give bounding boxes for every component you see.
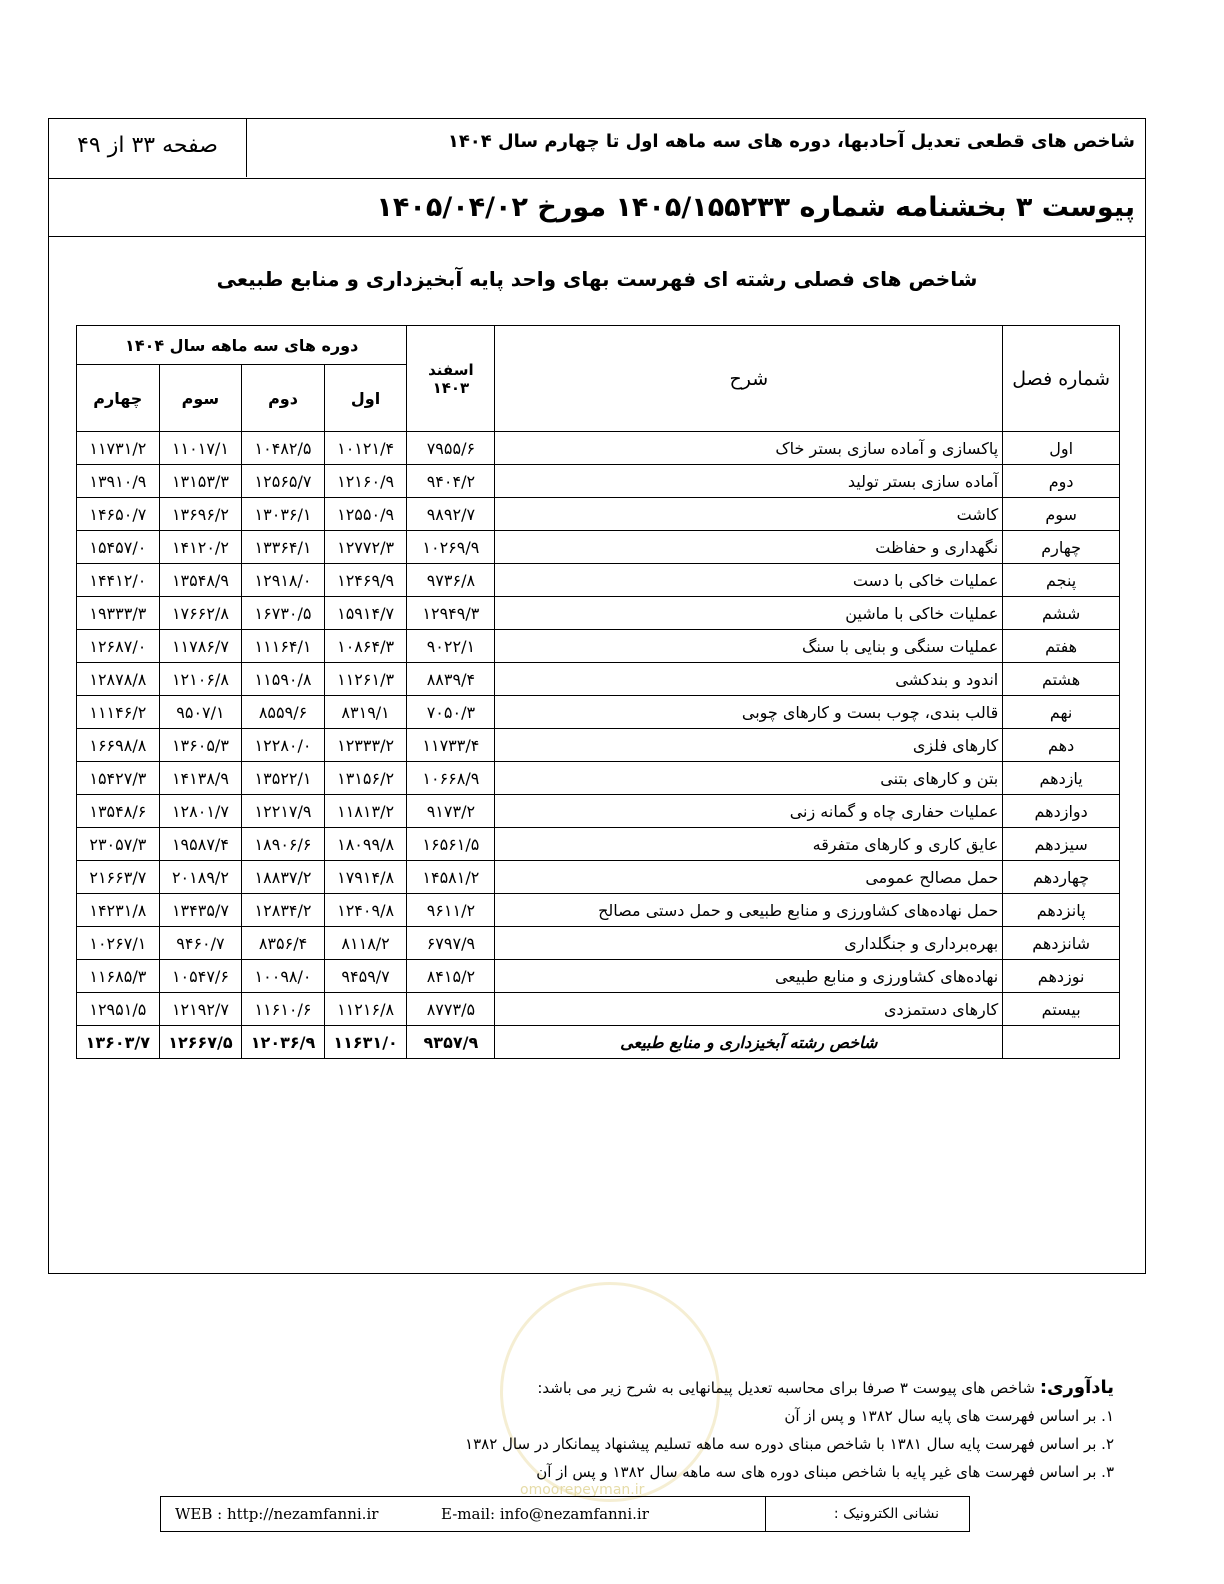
description-cell: کارهای فلزی: [495, 729, 1003, 762]
col-desc-header: شرح: [495, 326, 1003, 432]
esfand-value-cell: ۹۱۷۳/۲: [407, 795, 495, 828]
total-description-cell: شاخص رشته آبخیزداری و منابع طبیعی: [495, 1026, 1003, 1059]
chapter-cell: سوم: [1003, 498, 1120, 531]
quarter-value-cell: ۱۲۸۰۱/۷: [159, 795, 242, 828]
quarter-value-cell: ۱۰۸۶۴/۳: [324, 630, 407, 663]
chapter-cell: چهاردهم: [1003, 861, 1120, 894]
quarter-value-cell: ۱۷۹۱۴/۸: [324, 861, 407, 894]
quarter-value-cell: ۱۱۰۱۷/۱: [159, 432, 242, 465]
chapter-cell: هفتم: [1003, 630, 1120, 663]
description-cell: عملیات سنگی و بنایی با سنگ: [495, 630, 1003, 663]
quarter-value-cell: ۱۰۰۹۸/۰: [242, 960, 325, 993]
quarter-value-cell: ۱۱۶۱۰/۶: [242, 993, 325, 1026]
quarter-value-cell: ۱۱۶۸۵/۳: [77, 960, 160, 993]
quarter-value-cell: ۱۳۴۳۵/۷: [159, 894, 242, 927]
quarter-value-cell: ۱۴۲۳۱/۸: [77, 894, 160, 927]
quarter-value-cell: ۱۳۹۱۰/۹: [77, 465, 160, 498]
quarter-value-cell: ۱۵۴۲۷/۳: [77, 762, 160, 795]
quarter-value-cell: ۱۵۹۱۴/۷: [324, 597, 407, 630]
esfand-value-cell: ۱۴۵۸۱/۲: [407, 861, 495, 894]
quarter-value-cell: ۸۵۵۹/۶: [242, 696, 325, 729]
total-quarter-cell: ۱۲۶۶۷/۵: [159, 1026, 242, 1059]
quarter-value-cell: ۱۶۶۹۸/۸: [77, 729, 160, 762]
footer-address-label: نشانی الکترونیک :: [765, 1497, 969, 1531]
quarter-header: سوم: [159, 365, 242, 432]
quarter-value-cell: ۱۴۱۳۸/۹: [159, 762, 242, 795]
watermark-text: omoorepeyman.ir: [520, 1482, 645, 1498]
quarter-value-cell: ۱۱۸۱۳/۲: [324, 795, 407, 828]
esfand-value-cell: ۹۷۳۶/۸: [407, 564, 495, 597]
col-esfand-header: اسفند ۱۴۰۳: [407, 326, 495, 432]
esfand-value-cell: ۱۰۶۶۸/۹: [407, 762, 495, 795]
table-row: [77, 894, 1120, 927]
esfand-value-cell: ۱۶۵۶۱/۵: [407, 828, 495, 861]
description-cell: پاکسازی و آماده سازی بستر خاک: [495, 432, 1003, 465]
quarter-value-cell: ۱۲۴۰۹/۸: [324, 894, 407, 927]
quarter-value-cell: ۱۲۹۱۸/۰: [242, 564, 325, 597]
description-cell: عملیات خاکی با ماشین: [495, 597, 1003, 630]
esfand-value-cell: ۸۸۳۹/۴: [407, 663, 495, 696]
chapter-cell: شانزدهم: [1003, 927, 1120, 960]
total-esfand-cell: ۹۳۵۷/۹: [407, 1026, 495, 1059]
table-row: [77, 828, 1120, 861]
table-row: [77, 630, 1120, 663]
circular-row: [49, 179, 1145, 237]
quarter-value-cell: ۸۱۱۸/۲: [324, 927, 407, 960]
quarter-value-cell: ۱۳۵۴۸/۶: [77, 795, 160, 828]
quarter-value-cell: ۱۶۷۳۰/۵: [242, 597, 325, 630]
quarter-header: اول: [324, 365, 407, 432]
quarter-value-cell: ۱۲۷۷۲/۳: [324, 531, 407, 564]
note-item: ۳. بر اساس فهرست های غیر پایه با شاخص مبنای دوره های سه ماهه سال ۱۳۸۲ و پس از آن: [536, 1463, 1114, 1481]
chapter-cell: ششم: [1003, 597, 1120, 630]
notes: [214, 1374, 1114, 1486]
esfand-value-cell: ۶۷۹۷/۹: [407, 927, 495, 960]
chapter-cell: دوازدهم: [1003, 795, 1120, 828]
quarter-value-cell: ۱۲۵۵۰/۹: [324, 498, 407, 531]
table-row: [77, 993, 1120, 1026]
total-quarter-cell: ۱۲۰۳۶/۹: [242, 1026, 325, 1059]
chapter-cell: نهم: [1003, 696, 1120, 729]
chapter-cell: پانزدهم: [1003, 894, 1120, 927]
quarter-value-cell: ۱۳۱۵۳/۳: [159, 465, 242, 498]
section-title: شاخص های فصلی رشته ای فهرست بهای واحد پایه آبخیزداری و منابع طبیعی: [216, 267, 978, 291]
quarter-value-cell: ۱۴۶۵۰/۷: [77, 498, 160, 531]
circular-title: پیوست ۳ بخشنامه شماره ۱۴۰۵/۱۵۵۲۳۳ مورخ ۱۴۰۵/۰۴/۰۲: [376, 192, 1135, 223]
quarter-value-cell: ۱۱۱۶۴/۱: [242, 630, 325, 663]
quarter-value-cell: ۲۱۶۶۳/۷: [77, 861, 160, 894]
note-item: ۱. بر اساس فهرست های پایه سال ۱۳۸۲ و پس از آن: [784, 1407, 1114, 1425]
chapter-cell: چهارم: [1003, 531, 1120, 564]
esfand-value-cell: ۱۱۷۳۳/۴: [407, 729, 495, 762]
table-row: [77, 960, 1120, 993]
quarter-value-cell: ۱۲۹۵۱/۵: [77, 993, 160, 1026]
quarter-value-cell: ۱۹۵۸۷/۴: [159, 828, 242, 861]
quarter-value-cell: ۱۲۸۷۸/۸: [77, 663, 160, 696]
quarter-value-cell: ۱۲۱۹۲/۷: [159, 993, 242, 1026]
quarter-value-cell: ۱۲۴۶۹/۹: [324, 564, 407, 597]
quarter-value-cell: ۱۰۱۲۱/۴: [324, 432, 407, 465]
esfand-value-cell: ۱۲۹۴۹/۳: [407, 597, 495, 630]
table-row: [77, 927, 1120, 960]
quarter-value-cell: ۱۹۳۳۳/۳: [77, 597, 160, 630]
notes-heading: یادآوری:: [1039, 1377, 1114, 1398]
quarter-value-cell: ۱۳۱۵۶/۲: [324, 762, 407, 795]
quarter-header: چهارم: [77, 365, 160, 432]
table-row: [77, 498, 1120, 531]
table-body: [77, 432, 1120, 1059]
footer-web-link[interactable]: WEB : http://nezamfanni.ir: [175, 1505, 379, 1523]
quarter-value-cell: ۱۱۲۶۱/۳: [324, 663, 407, 696]
total-chapter-cell: [1003, 1026, 1120, 1059]
table-row: [77, 861, 1120, 894]
chapter-cell: سیزدهم: [1003, 828, 1120, 861]
quarter-value-cell: ۱۳۶۰۵/۳: [159, 729, 242, 762]
quarter-value-cell: ۱۰۵۴۷/۶: [159, 960, 242, 993]
description-cell: عایق کاری و کارهای متفرقه: [495, 828, 1003, 861]
header-row: [49, 119, 1145, 179]
quarter-value-cell: ۲۳۰۵۷/۳: [77, 828, 160, 861]
esfand-value-cell: ۸۷۷۳/۵: [407, 993, 495, 1026]
table-row: [77, 696, 1120, 729]
table-row: [77, 663, 1120, 696]
quarter-value-cell: ۱۵۴۵۷/۰: [77, 531, 160, 564]
quarter-value-cell: ۹۵۰۷/۱: [159, 696, 242, 729]
quarter-group-header: دوره های سه ماهه سال ۱۴۰۴: [77, 326, 407, 365]
description-cell: قالب بندی، چوب بست و کارهای چوبی: [495, 696, 1003, 729]
chapter-cell: هشتم: [1003, 663, 1120, 696]
esfand-value-cell: ۹۴۰۴/۲: [407, 465, 495, 498]
quarter-value-cell: ۱۰۴۸۲/۵: [242, 432, 325, 465]
note-item: ۲. بر اساس فهرست پایه سال ۱۳۸۱ با شاخص مبنای دوره سه ماهه تسلیم پیشنهاد پیمانکار در سال ۱۳۸۲: [465, 1435, 1114, 1453]
description-cell: آماده سازی بستر تولید: [495, 465, 1003, 498]
total-quarter-cell: ۱۱۶۳۱/۰: [324, 1026, 407, 1059]
document-title: شاخص های قطعی تعدیل آحادبها، دوره های سه ماهه اول تا چهارم سال ۱۴۰۴: [447, 131, 1135, 152]
quarter-value-cell: ۱۳۰۳۶/۱: [242, 498, 325, 531]
quarter-value-cell: ۲۰۱۸۹/۲: [159, 861, 242, 894]
esfand-value-cell: ۱۰۲۶۹/۹: [407, 531, 495, 564]
description-cell: بهره‌برداری و جنگلداری: [495, 927, 1003, 960]
quarter-value-cell: ۱۷۶۶۲/۸: [159, 597, 242, 630]
quarter-value-cell: ۸۳۱۹/۱: [324, 696, 407, 729]
quarter-value-cell: ۱۲۱۰۶/۸: [159, 663, 242, 696]
description-cell: نگهداری و حفاظت: [495, 531, 1003, 564]
quarter-value-cell: ۱۸۰۹۹/۸: [324, 828, 407, 861]
chapter-cell: نوزدهم: [1003, 960, 1120, 993]
quarter-value-cell: ۱۱۷۸۶/۷: [159, 630, 242, 663]
description-cell: عملیات خاکی با دست: [495, 564, 1003, 597]
quarter-value-cell: ۱۳۵۲۲/۱: [242, 762, 325, 795]
table-row: [77, 762, 1120, 795]
quarter-value-cell: ۱۲۱۶۰/۹: [324, 465, 407, 498]
chapter-cell: دهم: [1003, 729, 1120, 762]
table-row: [77, 729, 1120, 762]
esfand-value-cell: ۹۶۱۱/۲: [407, 894, 495, 927]
chapter-cell: پنجم: [1003, 564, 1120, 597]
description-cell: کارهای دستمزدی: [495, 993, 1003, 1026]
page-number: صفحه ۳۳ از ۴۹: [49, 119, 247, 177]
quarter-value-cell: ۱۲۲۸۰/۰: [242, 729, 325, 762]
footer-email-link[interactable]: E-mail: info@nezamfanni.ir: [441, 1505, 649, 1523]
quarter-value-cell: ۱۴۱۲۰/۲: [159, 531, 242, 564]
notes-intro: شاخص های پیوست ۳ صرفا برای محاسبه تعدیل پیمانهایی به شرح زیر می باشد:: [537, 1379, 1036, 1397]
table-row: [77, 564, 1120, 597]
quarter-value-cell: ۱۴۴۱۲/۰: [77, 564, 160, 597]
description-cell: کاشت: [495, 498, 1003, 531]
esfand-value-cell: ۷۰۵۰/۳: [407, 696, 495, 729]
esfand-value-cell: ۸۴۱۵/۲: [407, 960, 495, 993]
quarter-value-cell: ۱۱۱۴۶/۲: [77, 696, 160, 729]
quarter-value-cell: ۱۸۹۰۶/۶: [242, 828, 325, 861]
quarter-value-cell: ۱۲۲۱۷/۹: [242, 795, 325, 828]
total-row: [77, 1026, 1120, 1059]
page-frame: [48, 118, 1146, 1274]
footer: [160, 1496, 970, 1532]
description-cell: حمل نهاده‌های کشاورزی و منابع طبیعی و حمل دستی مصالح: [495, 894, 1003, 927]
description-cell: نهاده‌های کشاورزی و منابع طبیعی: [495, 960, 1003, 993]
table-row: [77, 531, 1120, 564]
quarter-value-cell: ۸۳۵۶/۴: [242, 927, 325, 960]
description-cell: اندود و بندکشی: [495, 663, 1003, 696]
index-table: [76, 325, 1120, 1059]
table-row: [77, 465, 1120, 498]
quarter-value-cell: ۱۲۳۳۳/۲: [324, 729, 407, 762]
quarter-value-cell: ۹۴۵۹/۷: [324, 960, 407, 993]
quarter-value-cell: ۱۰۲۶۷/۱: [77, 927, 160, 960]
quarter-value-cell: ۱۲۵۶۵/۷: [242, 465, 325, 498]
quarter-value-cell: ۱۸۸۳۷/۲: [242, 861, 325, 894]
description-cell: عملیات حفاری چاه و گمانه زنی: [495, 795, 1003, 828]
chapter-cell: یازدهم: [1003, 762, 1120, 795]
table-row: [77, 432, 1120, 465]
esfand-value-cell: ۹۰۲۲/۱: [407, 630, 495, 663]
esfand-value-cell: ۷۹۵۵/۶: [407, 432, 495, 465]
chapter-cell: اول: [1003, 432, 1120, 465]
quarter-value-cell: ۱۲۶۸۷/۰: [77, 630, 160, 663]
quarter-value-cell: ۱۲۸۳۴/۲: [242, 894, 325, 927]
table-row: [77, 795, 1120, 828]
quarter-header: دوم: [242, 365, 325, 432]
quarter-value-cell: ۱۱۲۱۶/۸: [324, 993, 407, 1026]
description-cell: بتن و کارهای بتنی: [495, 762, 1003, 795]
table-row: [77, 597, 1120, 630]
total-quarter-cell: ۱۳۶۰۳/۷: [77, 1026, 160, 1059]
description-cell: حمل مصالح عمومی: [495, 861, 1003, 894]
esfand-value-cell: ۹۸۹۲/۷: [407, 498, 495, 531]
quarter-value-cell: ۱۱۵۹۰/۸: [242, 663, 325, 696]
quarter-value-cell: ۱۳۶۹۶/۲: [159, 498, 242, 531]
quarter-value-cell: ۱۱۷۳۱/۲: [77, 432, 160, 465]
quarter-value-cell: ۹۴۶۰/۷: [159, 927, 242, 960]
quarter-value-cell: ۱۳۵۴۸/۹: [159, 564, 242, 597]
chapter-cell: دوم: [1003, 465, 1120, 498]
chapter-cell: بیستم: [1003, 993, 1120, 1026]
col-chapter-header: شماره فصل: [1003, 326, 1120, 432]
quarter-value-cell: ۱۳۳۶۴/۱: [242, 531, 325, 564]
